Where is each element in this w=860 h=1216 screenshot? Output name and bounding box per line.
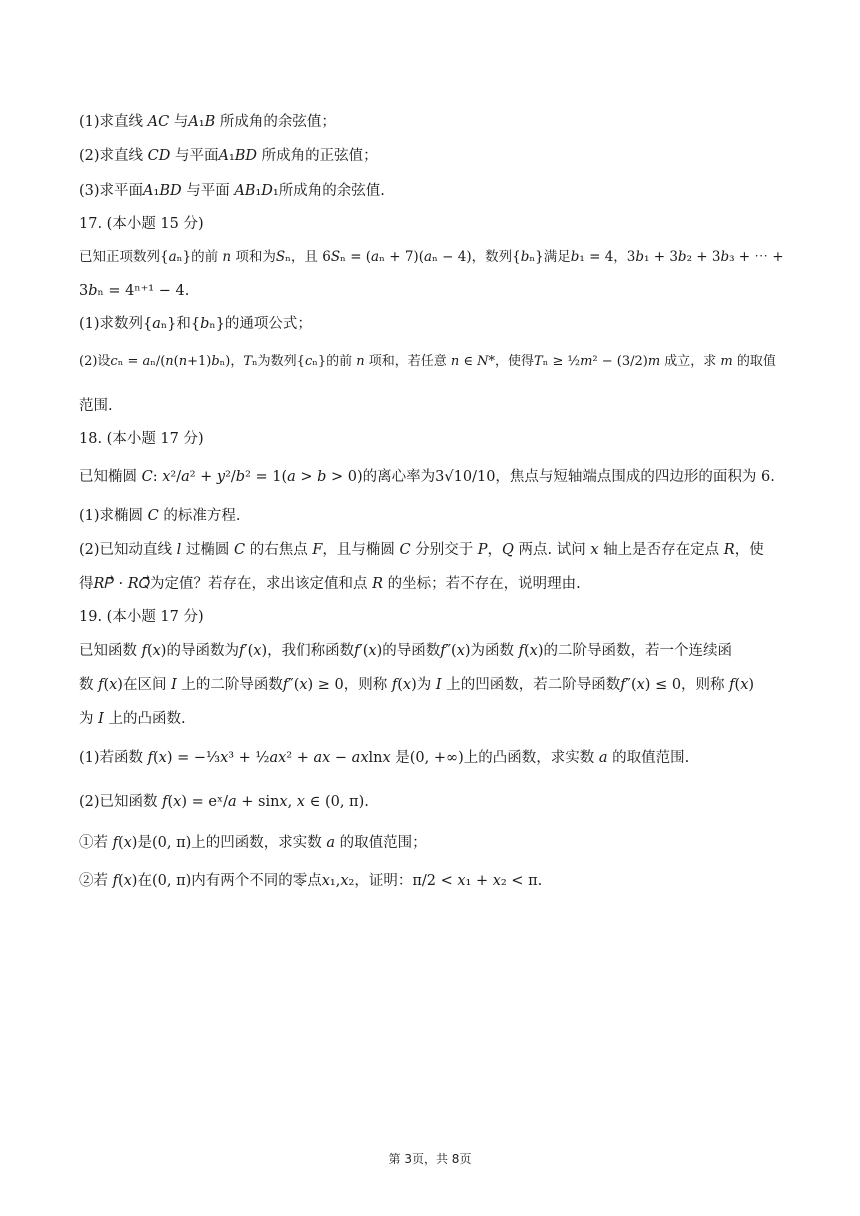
question-19-heading: 19. (本小题 17 分): [79, 609, 204, 625]
question-19-part-1: (1)若函数 𝑓(𝑥) = −⅓𝑥³ + ½𝑎𝑥² + 𝑎𝑥 − 𝑎𝑥ln𝑥 是(0, +∞)上的凸函数，求实数 𝑎 的取值范围.: [79, 750, 690, 766]
question-19-stem-line-3: 为 𝐼 上的凸函数.: [79, 711, 186, 727]
question-18-heading: 18. (本小题 17 分): [79, 431, 204, 447]
question-16-part-1: (1)求直线 𝐴𝐶 与𝐴₁𝐵 所成角的余弦值；: [79, 114, 336, 130]
page-footer: 第 3页，共 8页: [388, 1152, 472, 1166]
question-19-part-2-sub-1: ①若 𝑓(𝑥)是(0, π)上的凹函数，求实数 𝑎 的取值范围；: [79, 835, 427, 851]
question-18-stem: 已知椭圆 𝐶: 𝑥²/𝑎² + 𝑦²/𝑏² = 1(𝑎 > 𝑏 > 0)的离心率为3√10/10，焦点与短轴端点围成的四边形的面积为 6.: [79, 469, 775, 485]
question-17-part-1: (1)求数列{𝑎ₙ}和{𝑏ₙ}的通项公式；: [79, 316, 312, 332]
question-16-part-3: (3)求平面𝐴₁𝐵𝐷 与平面 𝐴𝐵₁𝐷₁所成角的余弦值.: [79, 183, 385, 199]
question-17-part-2-line-1: (2)设𝑐ₙ = 𝑎ₙ/(𝑛(𝑛+1)𝑏ₙ)，𝑇ₙ为数列{𝑐ₙ}的前 𝑛 项和，若任意 𝑛 ∈ 𝑁*，使得𝑇ₙ ≥ ½𝑚² − (3/2)𝑚 成立，求 𝑚 的取值: [79, 354, 776, 369]
question-17-stem-line-2: 3𝑏ₙ = 4ⁿ⁺¹ − 4.: [79, 283, 190, 299]
question-17-heading: 17. (本小题 15 分): [79, 216, 204, 232]
question-19-part-2: (2)已知函数 𝑓(𝑥) = eˣ/𝑎 + sin𝑥, 𝑥 ∈ (0, π).: [79, 794, 369, 810]
question-19-stem-line-1: 已知函数 𝑓(𝑥)的导函数为𝑓′(𝑥)，我们称函数𝑓′(𝑥)的导函数𝑓″(𝑥)为函数 𝑓(𝑥)的二阶导函数，若一个连续函: [79, 643, 733, 659]
question-17-part-2-line-2: 范围.: [79, 398, 113, 414]
question-18-part-2-line-1: (2)已知动直线 𝑙 过椭圆 𝐶 的右焦点 𝐹，且与椭圆 𝐶 分别交于 𝑃，𝑄 两点. 试问 𝑥 轴上是否存在定点 𝑅，使: [79, 542, 764, 558]
question-16-part-2: (2)求直线 𝐶𝐷 与平面𝐴₁𝐵𝐷 所成角的正弦值；: [79, 148, 378, 164]
question-19-part-2-sub-2: ②若 𝑓(𝑥)在(0, π)内有两个不同的零点𝑥₁,𝑥₂，证明：π/2 < 𝑥₁ + 𝑥₂ < π.: [79, 873, 543, 889]
question-18-part-2-line-2: 得𝑅𝑃⃗ · 𝑅𝑄⃗为定值？若存在，求出该定值和点 𝑅 的坐标；若不存在，说明理由.: [79, 576, 581, 592]
question-19-stem-line-2: 数 𝑓(𝑥)在区间 𝐼 上的二阶导函数𝑓″(𝑥) ≥ 0，则称 𝑓(𝑥)为 𝐼 上的凹函数，若二阶导函数𝑓″(𝑥) ≤ 0，则称 𝑓(𝑥): [79, 677, 755, 693]
question-17-stem-line-1: 已知正项数列{𝑎ₙ}的前 𝑛 项和为𝑆ₙ，且 6𝑆ₙ = (𝑎ₙ + 7)(𝑎ₙ − 4)，数列{𝑏ₙ}满足𝑏₁ = 4，3𝑏₁ + 3𝑏₂ + 3𝑏₃ + ⋯ +: [79, 249, 784, 265]
question-18-part-1: (1)求椭圆 𝐶 的标准方程.: [79, 508, 241, 524]
